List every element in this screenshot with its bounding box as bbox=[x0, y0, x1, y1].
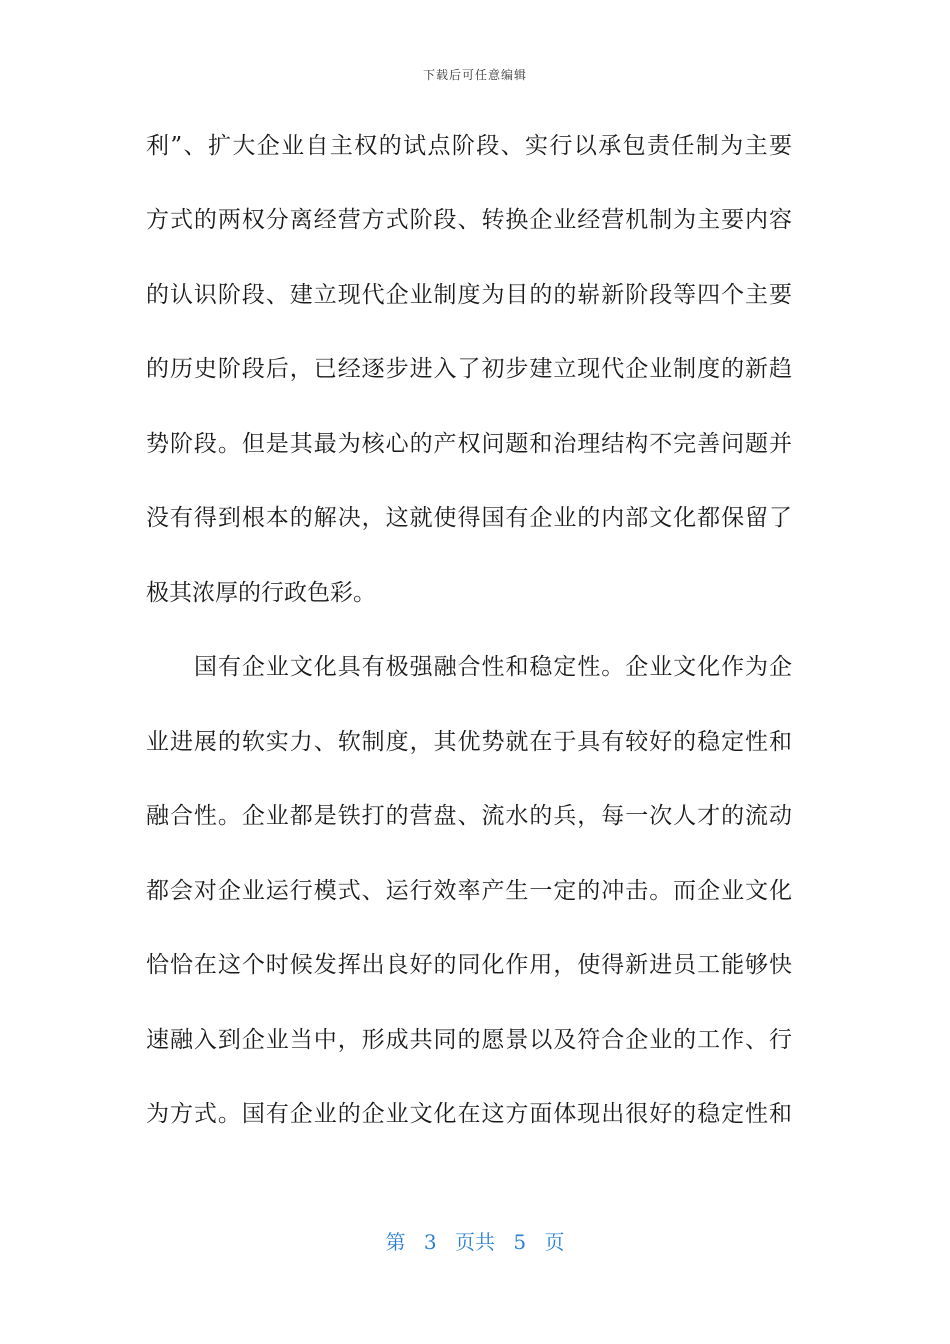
text-line: 速融入到企业当中，形成共同的愿景以及符合企业的工作、行 bbox=[146, 1027, 792, 1053]
current-page-number: 3 bbox=[423, 1230, 437, 1254]
footer-prefix: 第 bbox=[385, 1230, 406, 1254]
text-line: 融合性。企业都是铁打的营盘、流水的兵，每一次人才的流动 bbox=[146, 803, 792, 829]
text-line: 的历史阶段后，已经逐步进入了初步建立现代企业制度的新趋 bbox=[146, 356, 792, 382]
page-header: 下载后可任意编辑 bbox=[422, 68, 527, 82]
text-line: 没有得到根本的解决，这就使得国有企业的内部文化都保留了 bbox=[146, 505, 792, 531]
total-pages-number: 5 bbox=[513, 1230, 527, 1254]
text-line: 的认识阶段、建立现代企业制度为目的的崭新阶段等四个主要 bbox=[146, 282, 792, 308]
text-line-indented: 国有企业文化具有极强融合性和稳定性。企业文化作为企 bbox=[194, 654, 792, 680]
text-line: 方式的两权分离经营方式阶段、转换企业经营机制为主要内容 bbox=[146, 207, 792, 233]
text-line: 势阶段。但是其最为核心的产权问题和治理结构不完善问题并 bbox=[146, 431, 792, 457]
page-footer bbox=[0, 1226, 950, 1255]
text-line: 业进展的软实力、软制度，其优势就在于具有较好的稳定性和 bbox=[146, 729, 792, 755]
text-line: 都会对企业运行模式、运行效率产生一定的冲击。而企业文化 bbox=[146, 878, 792, 904]
text-line: 为方式。国有企业的企业文化在这方面体现出很好的稳定性和 bbox=[146, 1101, 792, 1127]
text-line: 极其浓厚的行政色彩。 bbox=[146, 580, 376, 606]
text-line: 利”、扩大企业自主权的试点阶段、实行以承包责任制为主要 bbox=[146, 133, 792, 159]
footer-middle: 页共 bbox=[455, 1230, 495, 1254]
text-line: 恰恰在这个时候发挥出良好的同化作用，使得新进员工能够快 bbox=[146, 952, 792, 978]
footer-suffix: 页 bbox=[544, 1230, 565, 1254]
